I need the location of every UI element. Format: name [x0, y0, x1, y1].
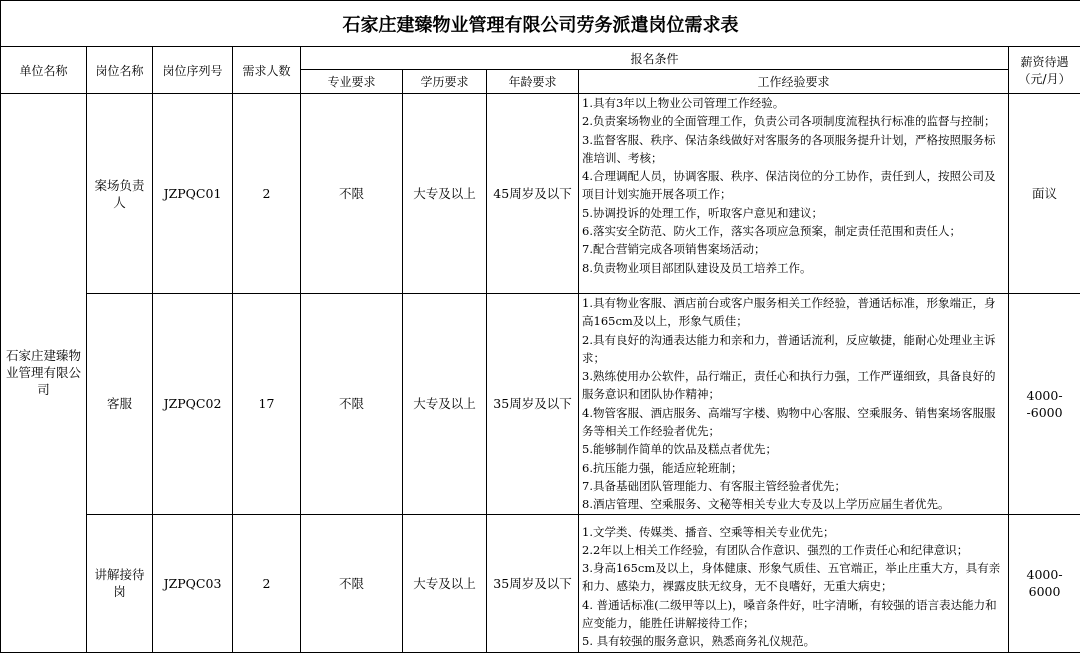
requirement-item: 4. 普通话标准(二级甲等以上)，嗓音条件好，吐字清晰，有较强的语言表达能力和应变能力，能胜任讲解接待工作； — [582, 596, 1005, 633]
requirement-item: 4.合理调配人员，协调客服、秩序、保洁岗位的分工协作，责任到人，按照公司及项目计划实施开展各项工作； — [582, 167, 1005, 204]
position-cell: 案场负责人 — [87, 94, 153, 294]
header-age: 年龄要求 — [487, 70, 579, 94]
age-cell: 45周岁及以下 — [487, 94, 579, 294]
requirement-item: 4.物管客服、酒店服务、高端写字楼、购物中心客服、空乘服务、销售案场客服服务等相关工作经验者优先； — [582, 404, 1005, 441]
seq-cell: JZPQC01 — [153, 94, 233, 294]
requirements-cell — [579, 94, 1009, 294]
requirement-item: 6.抗压能力强，能适应轮班制； — [582, 459, 1005, 477]
education-cell: 大专及以上 — [403, 514, 487, 652]
table-title: 石家庄建臻物业管理有限公司劳务派遣岗位需求表 — [1, 1, 1080, 47]
requirement-item: 3.身高165cm及以上，身体健康、形象气质佳、五官端正，举止庄重大方，具有亲和力、感染力，裸露皮肤无纹身，无不良嗜好，无重大病史； — [582, 559, 1005, 596]
requirement-item: 1.文学类、传媒类、播音、空乘等相关专业优先； — [582, 523, 1005, 541]
major-cell: 不限 — [301, 94, 403, 294]
requirements-cell — [579, 294, 1009, 515]
age-cell: 35周岁及以下 — [487, 294, 579, 515]
major-cell: 不限 — [301, 514, 403, 652]
requirement-item: 6.落实安全防范、防火工作，落实各项应急预案，制定责任范围和责任人； — [582, 222, 1005, 240]
header-position: 岗位名称 — [87, 47, 153, 94]
header-conditions: 报名条件 — [301, 47, 1009, 70]
table-row — [1, 514, 1080, 652]
requirement-item: 5.协调投诉的处理工作，听取客户意见和建议； — [582, 204, 1005, 222]
requirement-item: 8.负责物业项目部团队建设及员工培养工作。 — [582, 259, 1005, 277]
requirement-item: 7.配合营销完成各项销售案场活动； — [582, 240, 1005, 258]
requirement-item: 7.具备基础团队管理能力、有客服主管经验者优先； — [582, 477, 1005, 495]
header-salary-line2: （元/月） — [1012, 70, 1077, 87]
salary-cell: 4000--6000 — [1009, 294, 1080, 515]
seq-cell: JZPQC03 — [153, 514, 233, 652]
header-major: 专业要求 — [301, 70, 403, 94]
position-cell: 客服 — [87, 294, 153, 515]
count-cell: 17 — [233, 294, 301, 515]
header-unit: 单位名称 — [1, 47, 87, 94]
header-education: 学历要求 — [403, 70, 487, 94]
requirement-item: 5. 具有较强的服务意识，熟悉商务礼仪规范。 — [582, 632, 1005, 650]
requirement-item: 2.具有良好的沟通表达能力和亲和力，普通话流利，反应敏捷，能耐心处理业主诉求； — [582, 331, 1005, 368]
education-cell: 大专及以上 — [403, 94, 487, 294]
requirement-item: 5.能够制作简单的饮品及糕点者优先； — [582, 440, 1005, 458]
header-experience: 工作经验要求 — [579, 70, 1009, 94]
unit-name-cell: 石家庄建臻物业管理有限公司 — [1, 94, 87, 653]
header-seq: 岗位序列号 — [153, 47, 233, 94]
age-cell: 35周岁及以下 — [487, 514, 579, 652]
requirement-item: 3.熟练使用办公软件，品行端正，责任心和执行力强，工作严谨细致，具备良好的服务意识和团队协作精神； — [582, 367, 1005, 404]
salary-cell: 面议 — [1009, 94, 1080, 294]
position-cell: 讲解接待岗 — [87, 514, 153, 652]
header-salary-line1: 薪资待遇 — [1012, 53, 1077, 70]
education-cell: 大专及以上 — [403, 294, 487, 515]
requirement-item: 1.具有物业客服、酒店前台或客户服务相关工作经验，普通话标准，形象端正，身高165cm及以上，形象气质佳； — [582, 294, 1005, 331]
requirement-item: 1.具有3年以上物业公司管理工作经验。 — [582, 94, 1005, 112]
count-cell: 2 — [233, 514, 301, 652]
seq-cell: JZPQC02 — [153, 294, 233, 515]
requirements-cell — [579, 514, 1009, 652]
requirement-item: 2.2年以上相关工作经验，有团队合作意识、强烈的工作责任心和纪律意识； — [582, 541, 1005, 559]
salary-cell: 4000-6000 — [1009, 514, 1080, 652]
header-count: 需求人数 — [233, 47, 301, 94]
table-row — [1, 294, 1080, 515]
requirement-item: 3.监督客服、秩序、保洁条线做好对客服务的各项服务提升计划，严格按照服务标准培训、考核； — [582, 131, 1005, 168]
requirement-item: 8.酒店管理、空乘服务、文秘等相关专业大专及以上学历应届生者优先。 — [582, 495, 1005, 513]
count-cell: 2 — [233, 94, 301, 294]
major-cell: 不限 — [301, 294, 403, 515]
requirement-item: 2.负责案场物业的全面管理工作，负责公司各项制度流程执行标准的监督与控制； — [582, 112, 1005, 130]
table-row — [1, 94, 1080, 294]
header-salary — [1009, 47, 1080, 94]
